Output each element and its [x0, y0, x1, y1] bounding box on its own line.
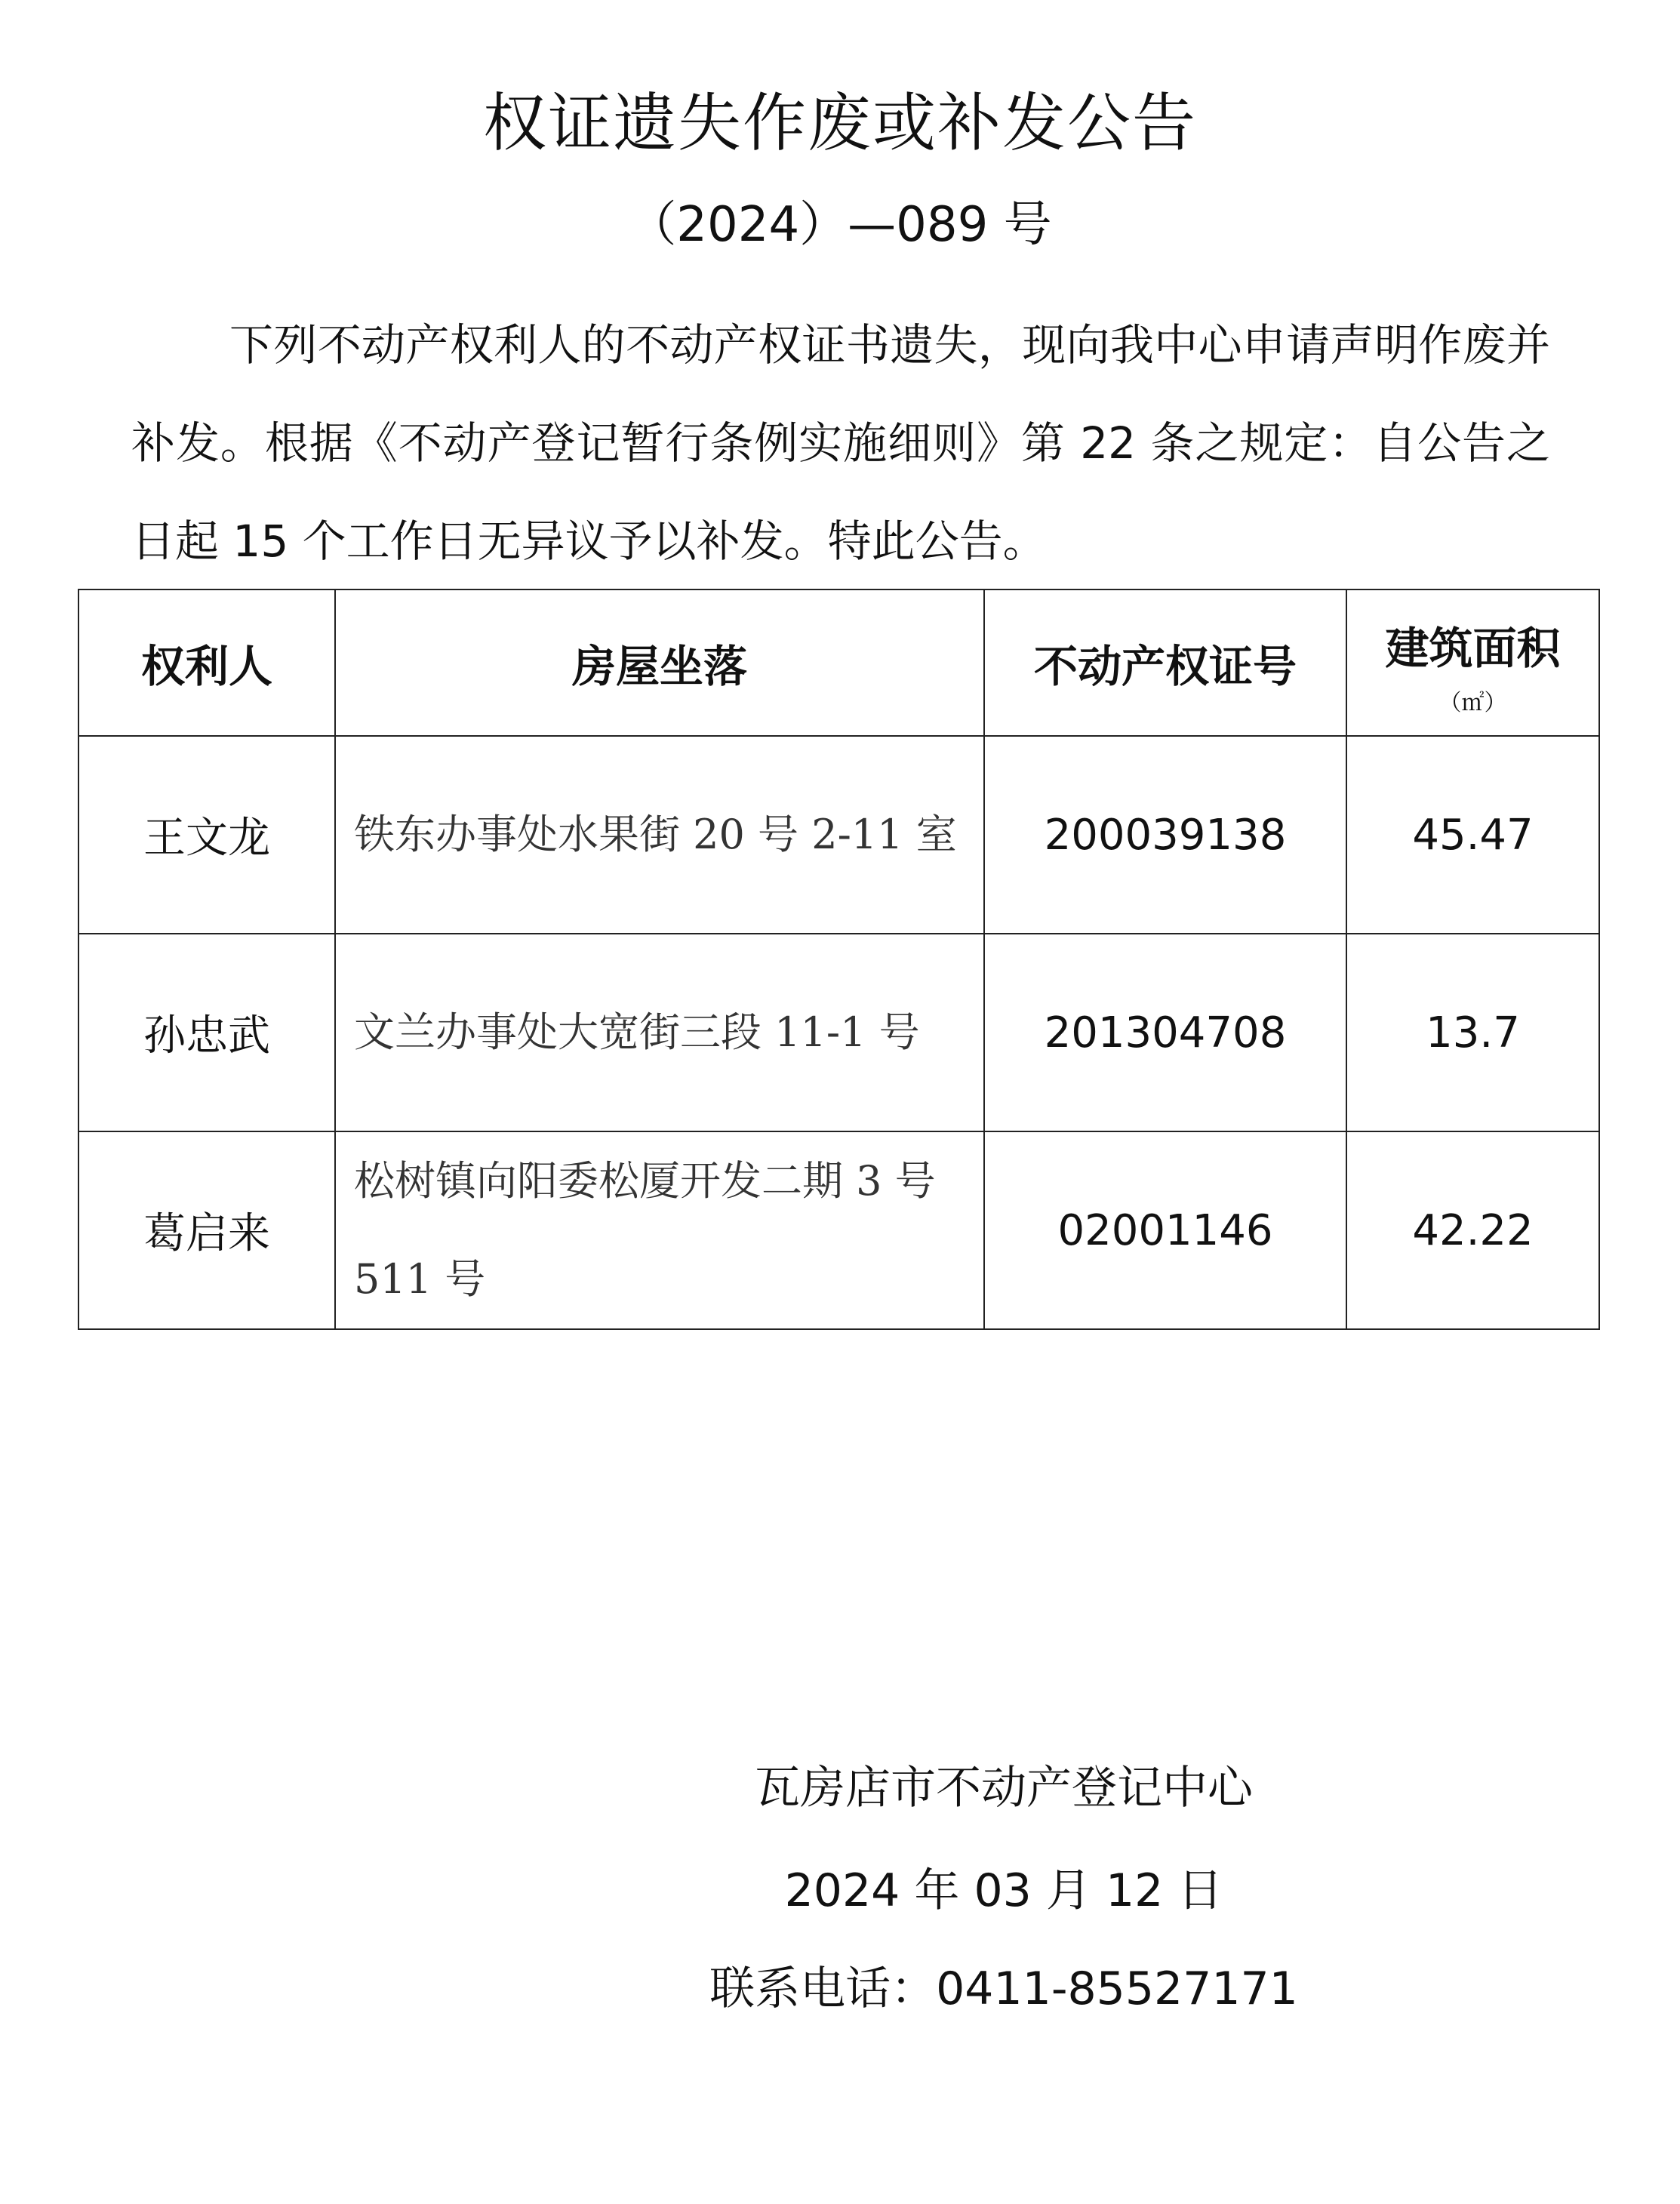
header-location: 房屋坐落	[335, 589, 984, 736]
table-row	[78, 1131, 1599, 1329]
notice-number: （2024）—089 号	[628, 197, 1052, 253]
notice-body: 下列不动产权利人的不动产权证书遗失，现向我中心申请声明作废并补发。根据《不动产登记暂行条例实施细则》第 22 条之规定：自公告之日起 15 个工作日无异议予以补发。特此公告。	[131, 319, 1550, 567]
cell-location: 松树镇向阳委松厦开发二期 3 号 511 号	[335, 1131, 984, 1329]
cell-holder: 葛启来	[78, 1131, 335, 1329]
cell-cert-no: 201304708	[984, 934, 1346, 1131]
issuing-organization: 瓦房店市不动产登记中心	[755, 1762, 1253, 1815]
contact-phone: 联系电话：0411-85527171	[709, 1962, 1298, 2015]
cell-cert-no: 02001146	[984, 1131, 1346, 1329]
cell-location: 铁东办事处水果街 20 号 2-11 室	[335, 736, 984, 934]
header-area-unit: （㎡）	[1438, 690, 1507, 716]
cell-holder: 王文龙	[78, 736, 335, 934]
certificate-table	[78, 589, 1600, 1330]
cell-area: 13.7	[1346, 934, 1599, 1131]
notice-title: 权证遗失作废或补发公告	[482, 86, 1197, 160]
issue-date: 2024 年 03 月 12 日	[784, 1864, 1223, 1917]
table-row	[78, 736, 1599, 934]
cell-cert-no: 200039138	[984, 736, 1346, 934]
table-header-row	[78, 589, 1599, 736]
header-area	[1346, 589, 1599, 736]
cell-area: 45.47	[1346, 736, 1599, 934]
cell-location: 文兰办事处大宽街三段 11-1 号	[335, 934, 984, 1131]
header-area-label: 建筑面积	[1385, 623, 1561, 674]
header-cert-no: 不动产权证号	[984, 589, 1346, 736]
table-row	[78, 934, 1599, 1131]
cell-area: 42.22	[1346, 1131, 1599, 1329]
header-holder: 权利人	[78, 589, 335, 736]
cell-holder: 孙忠武	[78, 934, 335, 1131]
